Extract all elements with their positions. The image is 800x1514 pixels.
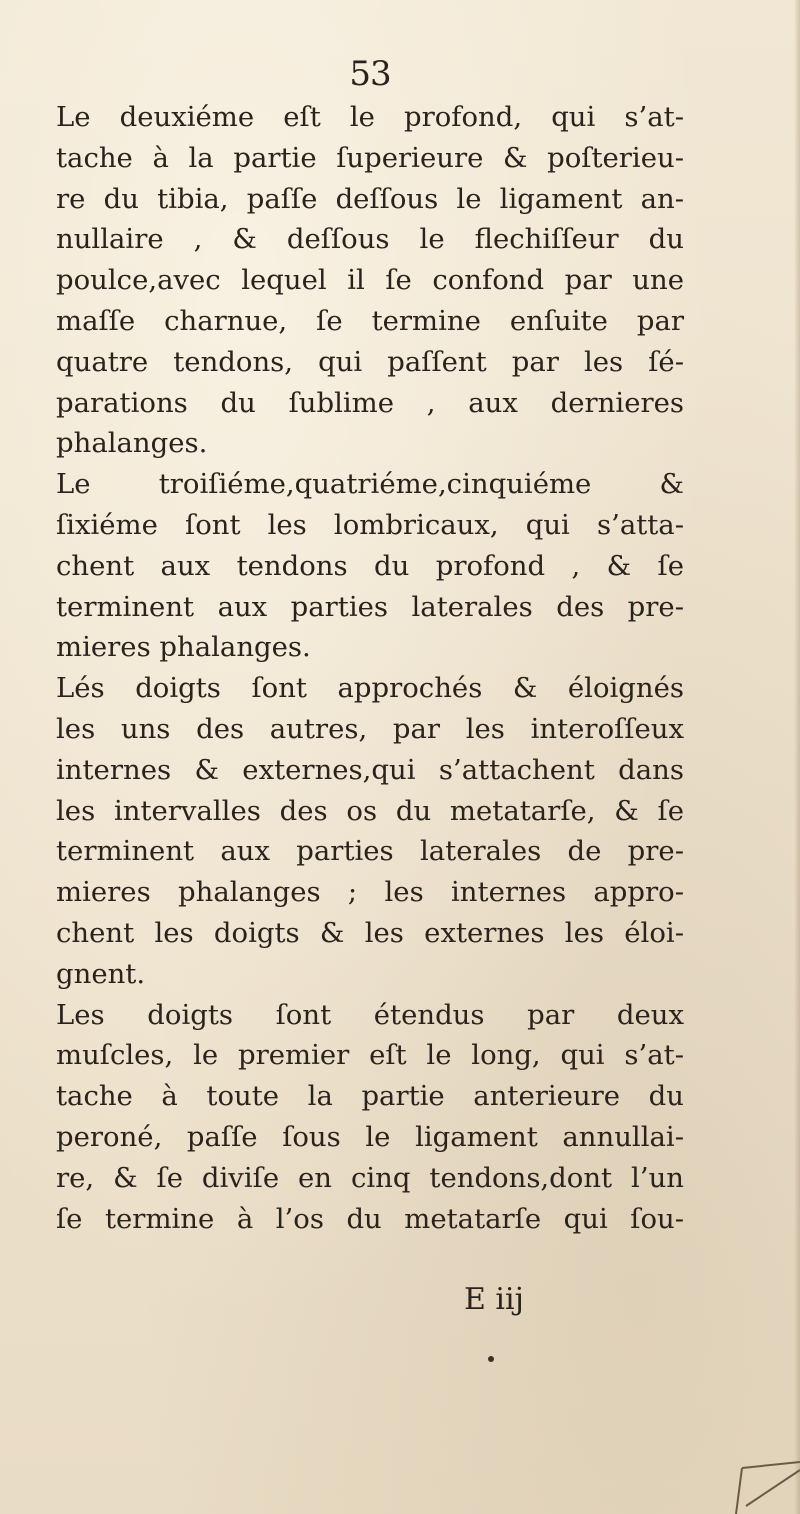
text-line: ſe termine à l’os du metatarſe qui ſou- [56, 1202, 684, 1235]
signature-mark: E iij [464, 1282, 524, 1317]
text-line: mieres phalanges ; les internes appro- [56, 876, 684, 909]
text-line: chent les doigts & les externes les éloi- [56, 916, 684, 949]
text-line: terminent aux parties laterales de pre- [56, 835, 684, 868]
page-edge-shadow [794, 0, 800, 1514]
text-line: les uns des autres, par les interoſſeux [56, 712, 684, 745]
text-line: parations du ſublime , aux dernieres [56, 386, 684, 419]
text-line: gnent. [56, 957, 146, 990]
page-number: 53 [349, 54, 391, 94]
text-line: Les doigts ſont étendus par deux [56, 998, 684, 1031]
text-line: nullaire , & deſſous le flechiſſeur du [56, 223, 684, 256]
ink-speck [488, 1356, 494, 1362]
page-corner-fold [730, 1460, 800, 1514]
text-line: les intervalles des os du metatarſe, & ſe [56, 794, 684, 827]
text-line: phalanges. [56, 427, 208, 460]
text-line: tache à la partie ſuperieure & poſterieu- [56, 141, 684, 174]
text-line: quatre tendons, qui paſſent par les ſé- [56, 345, 684, 378]
text-line: chent aux tendons du profond , & ſe [56, 549, 684, 582]
text-line: ſixiéme ſont les lombricaux, qui s’atta- [56, 508, 684, 541]
text-line: terminent aux parties laterales des pre- [56, 590, 684, 623]
body-text [56, 97, 684, 1239]
text-line: Le troiſiéme,quatriéme,cinquiéme & [56, 468, 684, 501]
text-line: poulce,avec lequel il ſe confond par une [56, 264, 684, 297]
text-line: maſſe charnue, ſe termine enſuite par [56, 304, 684, 337]
text-line: Le deuxiéme eſt le profond, qui s’at- [56, 101, 684, 133]
text-line: muſcles, le premier eſt le long, qui s’at- [56, 1039, 684, 1072]
text-line: re du tibia, paſſe deſſous le ligament an- [56, 182, 684, 215]
text-line: Lés doigts ſont approchés & éloignés [56, 672, 684, 705]
text-line: re, & ſe diviſe en cinq tendons,dont l’un [56, 1161, 684, 1194]
text-line: peroné, paſſe ſous le ligament annullai- [56, 1120, 684, 1153]
text-line: tache à toute la partie anterieure du [56, 1080, 684, 1113]
text-line: mieres phalanges. [56, 631, 311, 664]
text-line: internes & externes,qui s’attachent dans [56, 753, 684, 786]
